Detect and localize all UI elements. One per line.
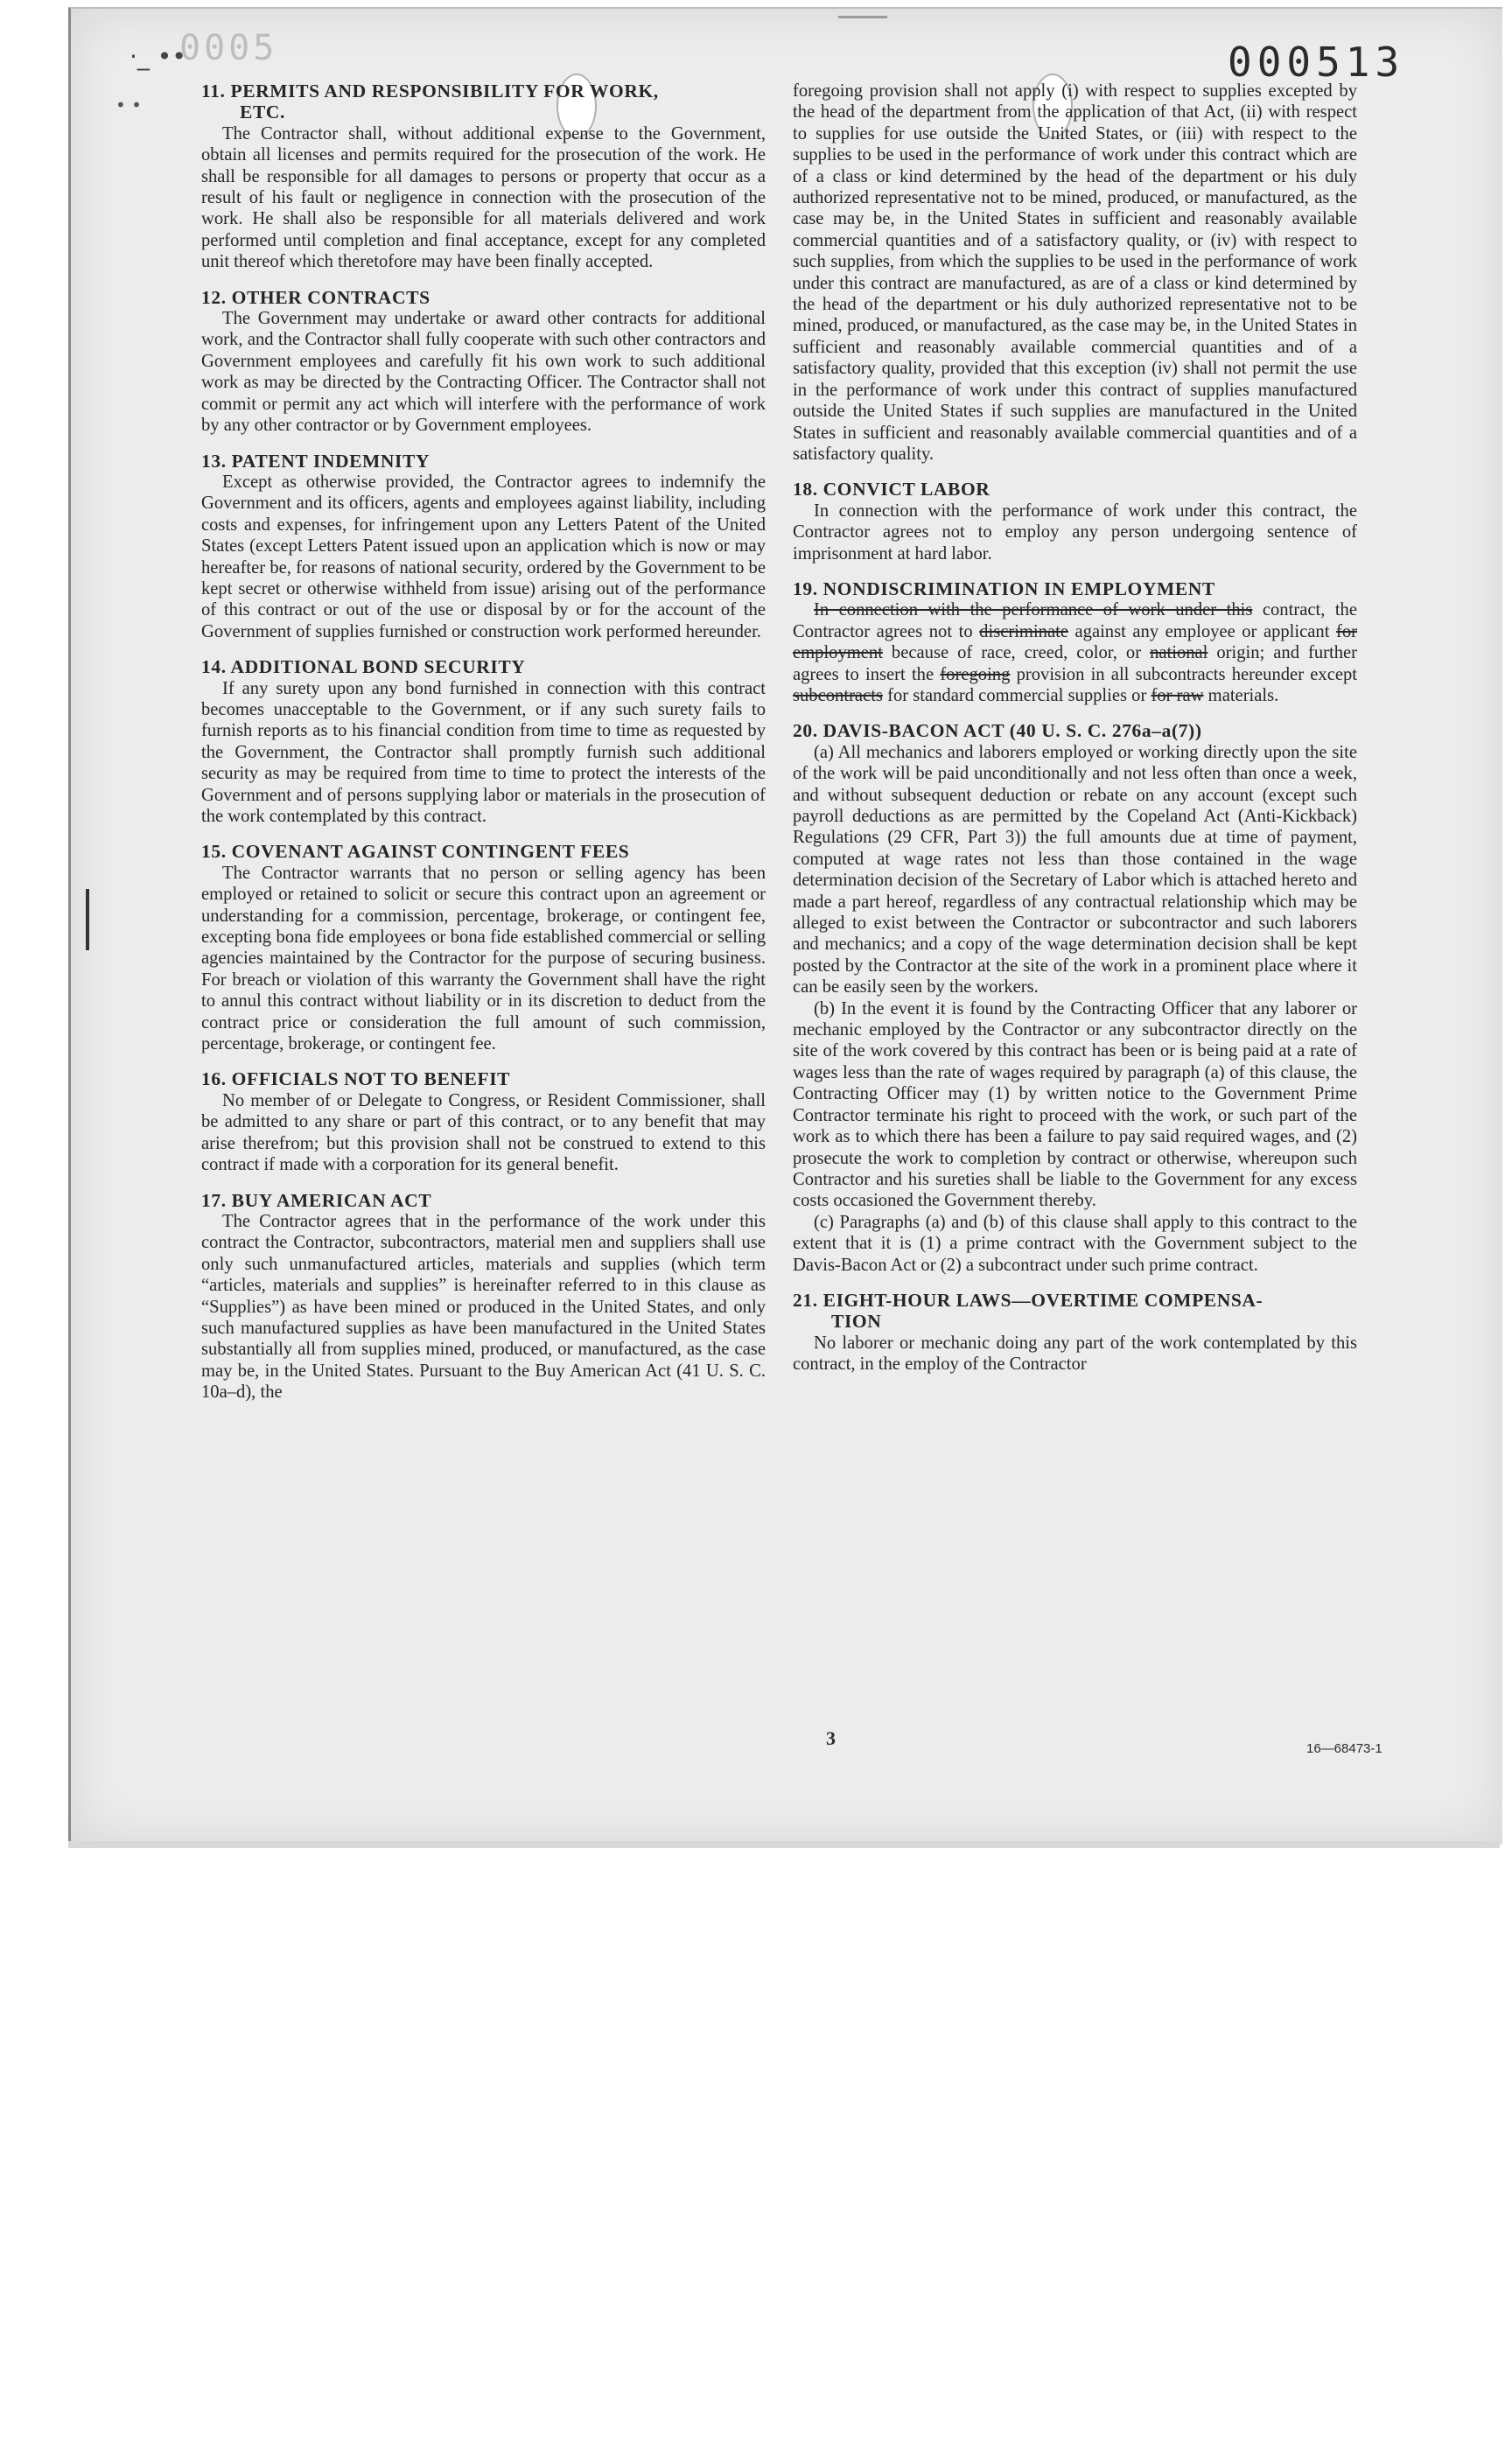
section-12 [201, 287, 766, 437]
section-17-continued [793, 80, 1357, 465]
page-stamp-number: 000513 [1228, 38, 1405, 86]
section-text: No member of or Delegate to Congress, or Resident Commissioner, shall be admitted to any share or part of this contract, or to any benefit that may arise therefrom; but this provision shall not be construed to extend to this contract if made with a corporation for its general benefit. [201, 1090, 766, 1175]
section-text: The Contractor warrants that no person or selling agency has been employed or retained to solicit or secure this contract upon an agreement or understanding for a commission, percentage, brokerage, or contingent fee, excepting bona fide employees or bona fide established commercial or selling agencies maintained by the Contractor for the purpose of securing business. For breach or violation of this warranty the Government shall have the right to annul this contract without liability or in its discretion to deduct from the contract price or consideration the full amount of such commission, percentage, brokerage, or contingent fee. [201, 863, 766, 1054]
struck-text: national [1150, 643, 1208, 663]
left-column [201, 80, 766, 1418]
text-run: provision in all subcontracts hereunder except [1010, 664, 1357, 684]
section-11 [201, 80, 766, 273]
form-number: 16—68473-1 [1306, 1741, 1382, 1756]
section-heading: 17. BUY AMERICAN ACT [201, 1189, 432, 1211]
section-text: The Government may undertake or award other contracts for additional work, and the Contractor shall fully cooperate with such other contractors and Government employees and carefully fit his own work to such additional work as may be directed by the Contracting Officer. The Contractor shall not commit or permit any act which will interfere with the performance of work by any other contractor or by Government employees. [201, 309, 766, 436]
section-17 [201, 1190, 766, 1404]
text-run: against any employee or applicant [1068, 621, 1336, 641]
text-run: because of race, creed, color, or [882, 643, 1151, 663]
section-heading: 21. EIGHT-HOUR LAWS—OVERTIME COMPENSA- [793, 1289, 1264, 1311]
section-heading: 18. CONVICT LABOR [793, 479, 990, 500]
top-edge-mark [838, 16, 887, 18]
corner-handwritten-mark: ·_ •• [130, 42, 186, 71]
text-run: origin; and further agrees to insert the [793, 643, 1358, 684]
right-column [793, 80, 1357, 1390]
text-run: materials. [1203, 685, 1279, 705]
section-text: The Contractor agrees that in the performance of the work under this contract the Contractor, subcontractors, material men and suppliers shall use only such unmanufactured articles, materials and supplies (which term “articles, materials and supplies” is hereinafter referred to in this clause as “Supplies”) as have been mined or produced in the United States, and only such manufactured supplies as have been manufactured in the United States substantially all from supplies mined, produced, or manufactured, as the case may be, in the United States. Pursuant to the Buy American Act (41 U. S. C. 10a–d), the [201, 1211, 766, 1403]
section-heading-continued: TION [831, 1311, 882, 1333]
margin-edge-mark [86, 889, 89, 950]
section-18 [793, 479, 1357, 564]
text-run: contract, the Contractor agrees not to [793, 600, 1357, 641]
struck-text: foregoing [940, 664, 1011, 684]
section-text: The Contractor shall, without additional expense to the Government, obtain all licenses and permits required for the prosecution of the work. He shall be responsible for all damages to persons or property that occur as a result of his fault or negligence in connection with the prosecution of the work. He shall also be responsible for all materials delivered and work performed until completion and final acceptance, except for any completed unit thereof which theretofore may have been finally accepted. [201, 123, 766, 272]
section-heading: 12. OTHER CONTRACTS [201, 286, 430, 308]
margin-dots-mark: • • [116, 94, 142, 116]
section-text [793, 599, 1357, 706]
faint-stamp-number: 0005 [179, 28, 278, 68]
struck-text: subcontracts [793, 685, 883, 705]
struck-text: for employment [793, 621, 1357, 663]
section-heading: 16. OFFICIALS NOT TO BENEFIT [201, 1068, 511, 1090]
section-heading: 11. PERMITS AND RESPONSIBILITY FOR WORK, [201, 80, 659, 102]
section-heading: 13. PATENT INDEMNITY [201, 450, 430, 472]
section-text: If any surety upon any bond furnished in connection with this contract becomes unacceptable to the Government, or if any such surety fails to furnish reports as to his financial condition from time to time as requested by the Government, the Contractor shall promptly furnish such additional security as may be required from time to time to protect the interests of the Government and of persons supplying labor or materials in the prosecution of the work contemplated by this contract. [201, 678, 766, 826]
section-heading: 19. NONDISCRIMINATION IN EMPLOYMENT [793, 578, 1215, 599]
section-19 [793, 578, 1357, 706]
struck-text: In connection with the performance of work under this [814, 600, 1253, 620]
section-text: In connection with the performance of work under this contract, the Contractor agrees not to employ any person undergoing sentence of imprisonment at hard labor. [793, 500, 1357, 564]
section-13 [201, 451, 766, 643]
struck-text: for raw [1151, 685, 1204, 705]
page-number: 3 [826, 1727, 836, 1749]
section-heading-continued: ETC. [240, 102, 285, 123]
page-bottom-edge [68, 1841, 1500, 1848]
section-text: Except as otherwise provided, the Contractor agrees to indemnify the Government and its officers, agents and employees against liability, including costs and expenses, for infringement upon any Letters Patent of the United States (except Letters Patent issued upon an application which is now or may hereafter be, for reasons of national security, ordered by the Government to be kept secret or otherwise withheld from issue) arising out of the performance of this contract or out of the use or disposal by or for the account of the Government of supplies furnished or construction work performed hereunder. [201, 472, 766, 641]
section-14 [201, 656, 766, 827]
section-21 [793, 1290, 1357, 1376]
paragraph-c: (c) Paragraphs (a) and (b) of this clause shall apply to this contract to the extent that it is (1) a prime contract with the Government subject to the Davis-Bacon Act or (2) a subcontract under such prime contract. [793, 1212, 1357, 1275]
section-heading: 14. ADDITIONAL BOND SECURITY [201, 656, 526, 678]
section-text: foregoing provision shall not apply (i) with respect to supplies excepted by the head of the department from the application of that Act, (ii) with respect to supplies for use outside the United States, or (iii) with respect to the supplies to be used in the performance of work under this contract which are of a class or kind determined by the head of the department or his duly authorized representative not to be mined, produced, or manufactured, as the case may be, in the United States in sufficient and reasonably available commercial quantities and of a satisfactory quality, or (iv) with respect to such supplies, from which the supplies to be used in the performance of work under this contract are manufactured, as are of a class or kind determined by the head of the department or his duly authorized representative not to be mined, produced, or manufactured, as the case may be, in the United States in sufficient and reasonably available commercial quantities and of a satisfactory quality, provided that this exception (iv) shall not permit the use in the performance of work under this contract of supplies manufactured outside the United States if such supplies are manufactured in the United States in sufficient and reasonably available commercial quantities and of a satisfactory quality. [793, 81, 1357, 464]
section-15 [201, 841, 766, 1054]
section-heading: 15. COVENANT AGAINST CONTINGENT FEES [201, 841, 630, 863]
struck-text: discriminate [979, 621, 1068, 641]
paragraph-a: (a) All mechanics and laborers employed or working directly upon the site of the work will be paid unconditionally and not less often than once a week, and without subsequent deduction or rebate on any account (except such payroll deductions as are permitted by the Copeland Act (Anti-Kickback) Regulations (29 CFR, Part 3)) the full amounts due at time of payment, computed at wage rates not less than those contained in the wage determination decision of the Secretary of Labor which is attached hereto and made a part hereof, regardless of any contractual relationship which may be alleged to exist between the Contractor or subcontractor and such laborers and mechanics; and a copy of the wage determination decision shall be kept posted by the Contractor at the site of the work in a prominent place where it can be easily seen by the workers. [793, 742, 1357, 998]
paragraph-b: (b) In the event it is found by the Contracting Officer that any laborer or mechanic employed by the Contractor or any subcontractor directly on the site of the work covered by this contract has been or is being paid at a rate of wages less than the rate of wages required by paragraph (a) of this clause, the Contracting Officer may (1) by written notice to the Government Prime Contractor terminate his right to proceed with the work, or such part of the work as to which there has been a failure to pay said required wages, and (2) prosecute the work to completion by contract or otherwise, whereupon such Contractor and his sureties shall be liable to the Government for any excess costs occasioned the Government thereby. [793, 998, 1357, 1211]
section-20 [793, 720, 1357, 1276]
section-16 [201, 1068, 766, 1175]
section-text: No laborer or mechanic doing any part of the work contemplated by this contract, in the employ of the Contractor [793, 1333, 1357, 1375]
text-run: for standard commercial supplies or [882, 685, 1152, 705]
section-heading: 20. DAVIS-BACON ACT (40 U. S. C. 276a–a(7)) [793, 720, 1202, 742]
